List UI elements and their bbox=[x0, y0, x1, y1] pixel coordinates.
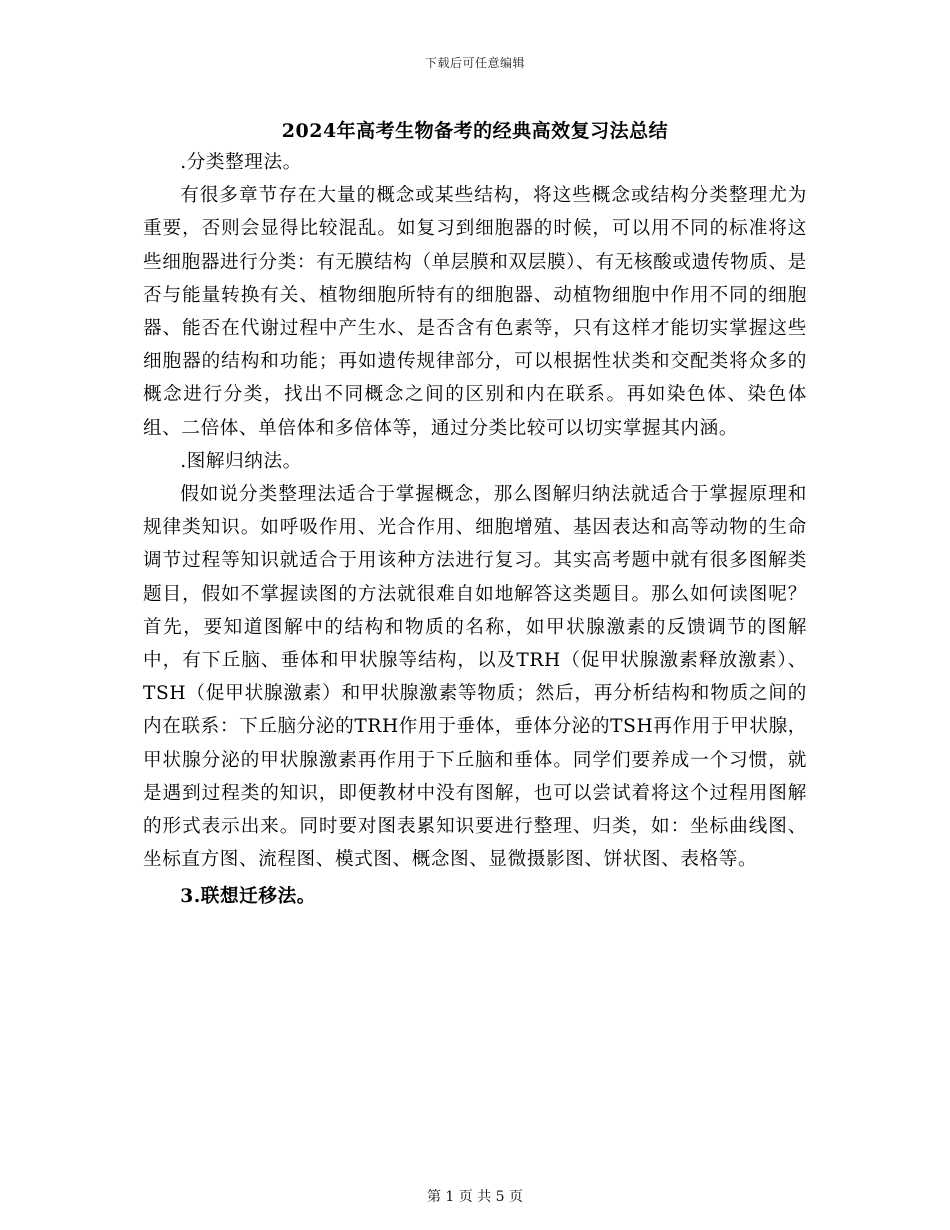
document-body bbox=[143, 146, 807, 914]
page-footer: 第 1 页 共 5 页 bbox=[426, 1189, 524, 1205]
section-heading-association: 3.联想迁移法。 bbox=[180, 886, 316, 908]
section-heading-diagram: .图解归纳法。 bbox=[180, 450, 302, 472]
document-title: 2024年高考生物备考的经典高效复习法总结 bbox=[281, 120, 669, 142]
page-header: 下载后可任意编辑 bbox=[424, 56, 525, 70]
section-heading-classification: .分类整理法。 bbox=[180, 152, 302, 173]
section-paragraph-diagram: 假如说分类整理法适合于掌握概念，那么图解归纳法就适合于掌握原理和规律类知识。如呼吸作用、光合作用、细胞增殖、基因表达和高等动物的生命调节过程等知识就适合于用该种方法进行复习。其实高考题中就有很多图解类题目，假如不掌握读图的方法就很难自如地解答这类题目。那么如何读图呢？首先，要知道图解中的结构和物质的名称，如甲状腺激素的反馈调节的图解中，有下丘脑、垂体和甲状腺等结构，以及TRH（促甲状腺激素释放激素）、TSH（促甲状腺激素）和甲状腺激素等物质；然后，再分析结构和物质之间的内在联系：下丘脑分泌的TRH作用于垂体，垂体分泌的TSH再作用于甲状腺，甲状腺分泌的甲状腺激素再作用于下丘脑和垂体。同学们要养成一个习惯，就是遇到过程类的知识，即便教材中没有图解，也可以尝试着将这个过程用图解的形式表示出来。同时要对图表累知识要进行整理、归类，如：坐标曲线图、坐标直方图、流程图、模式图、概念图、显微摄影图、饼状图、表格等。 bbox=[143, 484, 807, 871]
section-paragraph-classification: 有很多章节存在大量的概念或某些结构，将这些概念或结构分类整理尤为重要，否则会显得比较混乱。如复习到细胞器的时候，可以用不同的标准将这些细胞器进行分类：有无膜结构（单层膜和双层膜）、有无核酸或遗传物质、是否与能量转换有关、植物细胞所特有的细胞器、动植物细胞中作用不同的细胞器、能否在代谢过程中产生水、是否含有色素等，只有这样才能切实掌握这些细胞器的结构和功能；再如遗传规律部分，可以根据性状类和交配类将众多的概念进行分类，找出不同概念之间的区别和内在联系。再如染色体、染色体组、二倍体、单倍体和多倍体等，通过分类比较可以切实掌握其内涵。 bbox=[143, 185, 807, 439]
